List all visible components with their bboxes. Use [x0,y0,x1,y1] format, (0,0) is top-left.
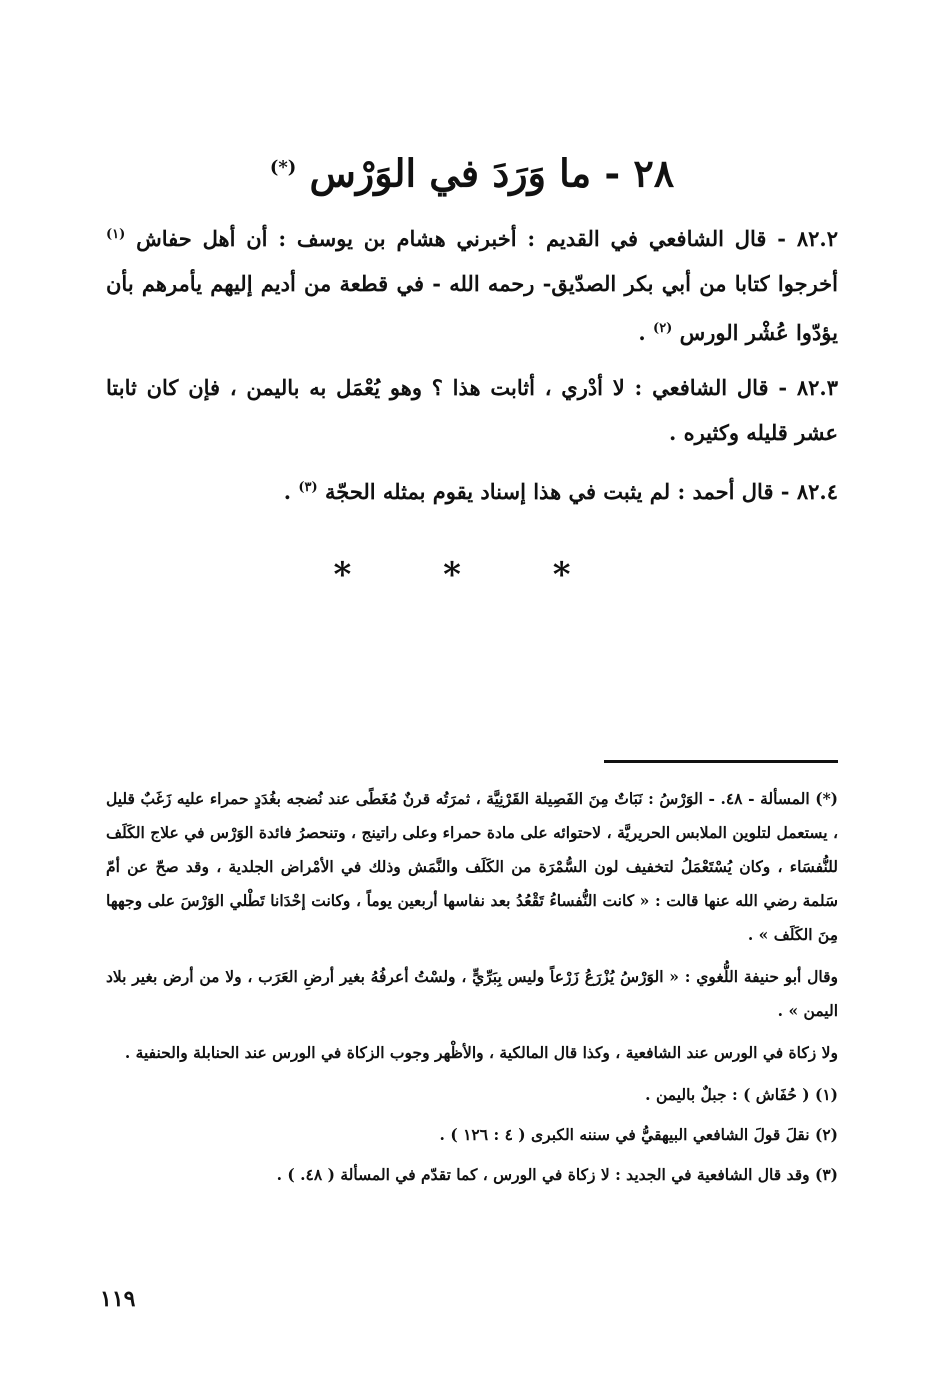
footnote-abu-hanifa: وقال أبو حنيفة اللُّغوي : « الوَرْسُ يُزْرَعُ زَرْعاً وليس بِبَرِّيٍّ ، ولسْتُ أعرفُهُ بغير أرضِ العَرَب ، ولا من أرض بغير بلاد اليمن » . [106,967,838,1020]
paragraph-text: ٨٢.٢ - قال الشافعي في القديم : أخبرني هشام بن يوسف : أن أهل حفاش [136,226,838,251]
paragraph-text: ٨٢.٣ - قال الشافعي : لا أدْري ، أثابت هذا ؟ وهو يُعْمَل به باليمن ، فإن كان ثابتا عشر قليله وكثيره . [106,375,838,445]
footnote-1: (١) ( حُفَاش ) : جبلٌ باليمن . [645,1085,838,1104]
footnote-3: (٣) وقد قال الشافعية في الجديد : لا زكاة في الورس ، كما تقدّم في المسألة ( ٤٨. ) . [276,1165,838,1184]
page-number: ١١٩ [100,1286,136,1312]
chapter-title [150,140,794,202]
footnote-main: (*) المسألة - ٤٨. - الوَرْسُ : نَبَاتٌ مِنَ الفَصِيلة القَرْنِيَّة ، ثمرَتُه قرنٌ مُغَطًى عند نُضجه بغُدَدٍ حمراء عليه زَغَبٌ قليل ، يستعمل لتلوين الملابس الحريريَّة ، لاحتوائه على مادة حمراء وعلى راتينج ، وتنحصرُ فائدة الوَرْس في علاج الكَلَف للنُّفسَاء ، وكان يُسْتَعْمَلُ لتخفيف لون السُّمْرَة من الكَلَف والنَّمَش وذلك في الأمْراض الجلدية ، وقد صحّ عن أمّ سَلمة رضي الله عنها قالت : « كانت النُّفساءُ تَقْعُدُ بعد نفاسها أربعين يوماً ، وكانت إحْدَانا تَطْلي الوَرْسَ على وجهها مِنَ الكَلَف » . [106,789,839,944]
paragraph-text: أخرجوا كتابا من أبي بكر الصدّيق- رحمه الله - في قطعة من أديم إليهم يأمرهم بأن يؤدّوا عُشْر الورس [106,271,838,345]
chapter-footnote-marker: (*) [269,157,297,178]
paragraph-82-3 [106,365,838,455]
chapter-title-text: ٢٨ - ما وَرَدَ في الوَرْس [309,150,675,196]
footnote-ref: (٣) [298,480,318,495]
section-separator: * * * [333,555,611,595]
footnote-2: (٢) نقلَ قولَ الشافعي البيهقيُّ في سننه الكبرى ( ٤ : ١٢٦ ) . [439,1125,838,1144]
footnote-ref: (٢) [653,321,673,336]
paragraph-end: . [283,479,292,504]
paragraph-end: . [638,320,646,345]
footnote-zakat: ولا زكاة في الورس عند الشافعية ، وكذا قال المالكية ، والأظْهر وجوب الزكاة في الورس عند الحنابلة والحنفية . [124,1043,838,1062]
paragraph-82-2 [106,212,838,355]
paragraph-text: ٨٢.٤ - قال أحمد : لم يثبت في هذا إسناد يقوم بمثله الحجّة [325,479,838,504]
main-text [106,212,838,524]
paragraph-82-4 [106,465,838,514]
footnotes [106,782,838,1198]
footnote-ref: (١) [106,227,126,242]
footnote-divider [604,760,838,763]
